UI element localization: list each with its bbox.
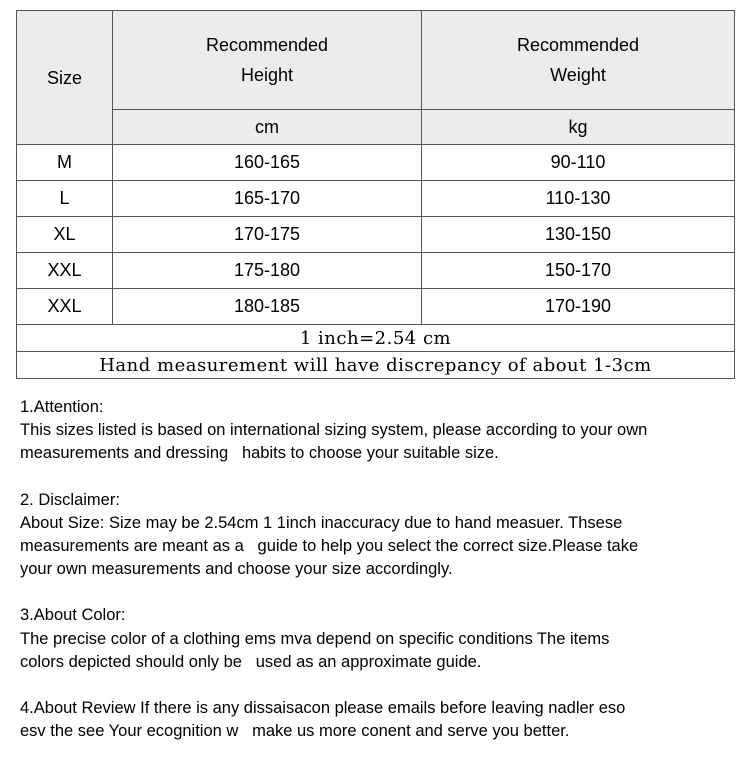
height-header-line2: Height (240, 65, 294, 85)
table-row (17, 217, 735, 253)
note-line: About Size: Size may be 2.54cm 1 1inch inaccuracy due to hand measuer. Thsese (20, 513, 623, 532)
review-note (20, 697, 740, 743)
note-title: 2. Disclaimer: (20, 490, 120, 509)
weight-cell: 170-190 (422, 289, 735, 325)
weight-cell: 130-150 (422, 217, 735, 253)
size-cell: XL (17, 217, 113, 253)
disclaimer-note (20, 489, 740, 582)
height-cell: 160-165 (113, 145, 422, 181)
unit-row (17, 110, 735, 145)
weight-cell: 90-110 (422, 145, 735, 181)
size-header (17, 11, 113, 145)
note-line: measurements and dressing habits to choose your suitable size. (20, 444, 499, 463)
note-line: colors depicted should only be used as an approximate guide. (20, 652, 482, 671)
note-line: measurements are meant as a guide to help you select the correct size.Please take (20, 537, 639, 556)
table-row (17, 253, 735, 289)
height-cell: 170-175 (113, 217, 422, 253)
note-line: esv the see Your ecognition w make us more conent and serve you better. (20, 722, 570, 741)
note-line: The precise color of a clothing ems mva depend on specific conditions The items (20, 629, 610, 648)
note-line: This sizes listed is based on international sizing system, please according to your own (20, 421, 648, 440)
size-header-label: Size (46, 67, 82, 88)
table-row (17, 289, 735, 325)
table-row (17, 181, 735, 217)
weight-header-line1: Recommended (516, 35, 640, 55)
weight-header-line2: Weight (550, 65, 606, 85)
note-line: your own measurements and choose your size accordingly. (20, 560, 453, 579)
weight-header (422, 11, 735, 110)
color-note (20, 604, 740, 674)
inch-conversion-row (17, 325, 735, 352)
height-unit: cm (113, 110, 422, 145)
size-cell: M (17, 145, 113, 181)
size-table (16, 10, 735, 379)
height-header-line1: Recommended (205, 35, 329, 55)
size-cell: XXL (17, 253, 113, 289)
table-row (17, 145, 735, 181)
measurement-discrepancy-note: Hand measurement will have discrepancy of about 1-3cm (17, 352, 735, 379)
size-cell: L (17, 181, 113, 217)
height-cell: 180-185 (113, 289, 422, 325)
height-header (113, 11, 422, 110)
height-cell: 175-180 (113, 253, 422, 289)
notes-section (20, 396, 740, 766)
weight-cell: 150-170 (422, 253, 735, 289)
measurement-note-row (17, 352, 735, 379)
note-title: 1.Attention: (20, 398, 104, 416)
weight-unit: kg (422, 110, 735, 145)
height-cell: 165-170 (113, 181, 422, 217)
weight-cell: 110-130 (422, 181, 735, 217)
size-cell: XXL (17, 289, 113, 325)
inch-conversion-note: 1 inch=2.54 cm (17, 325, 735, 352)
note-line: 4.About Review If there is any dissaisacon please emails before leaving nadler eso (20, 699, 626, 718)
table-header-row (17, 11, 735, 110)
note-title: 3.About Color: (20, 606, 126, 625)
attention-note (20, 396, 740, 466)
